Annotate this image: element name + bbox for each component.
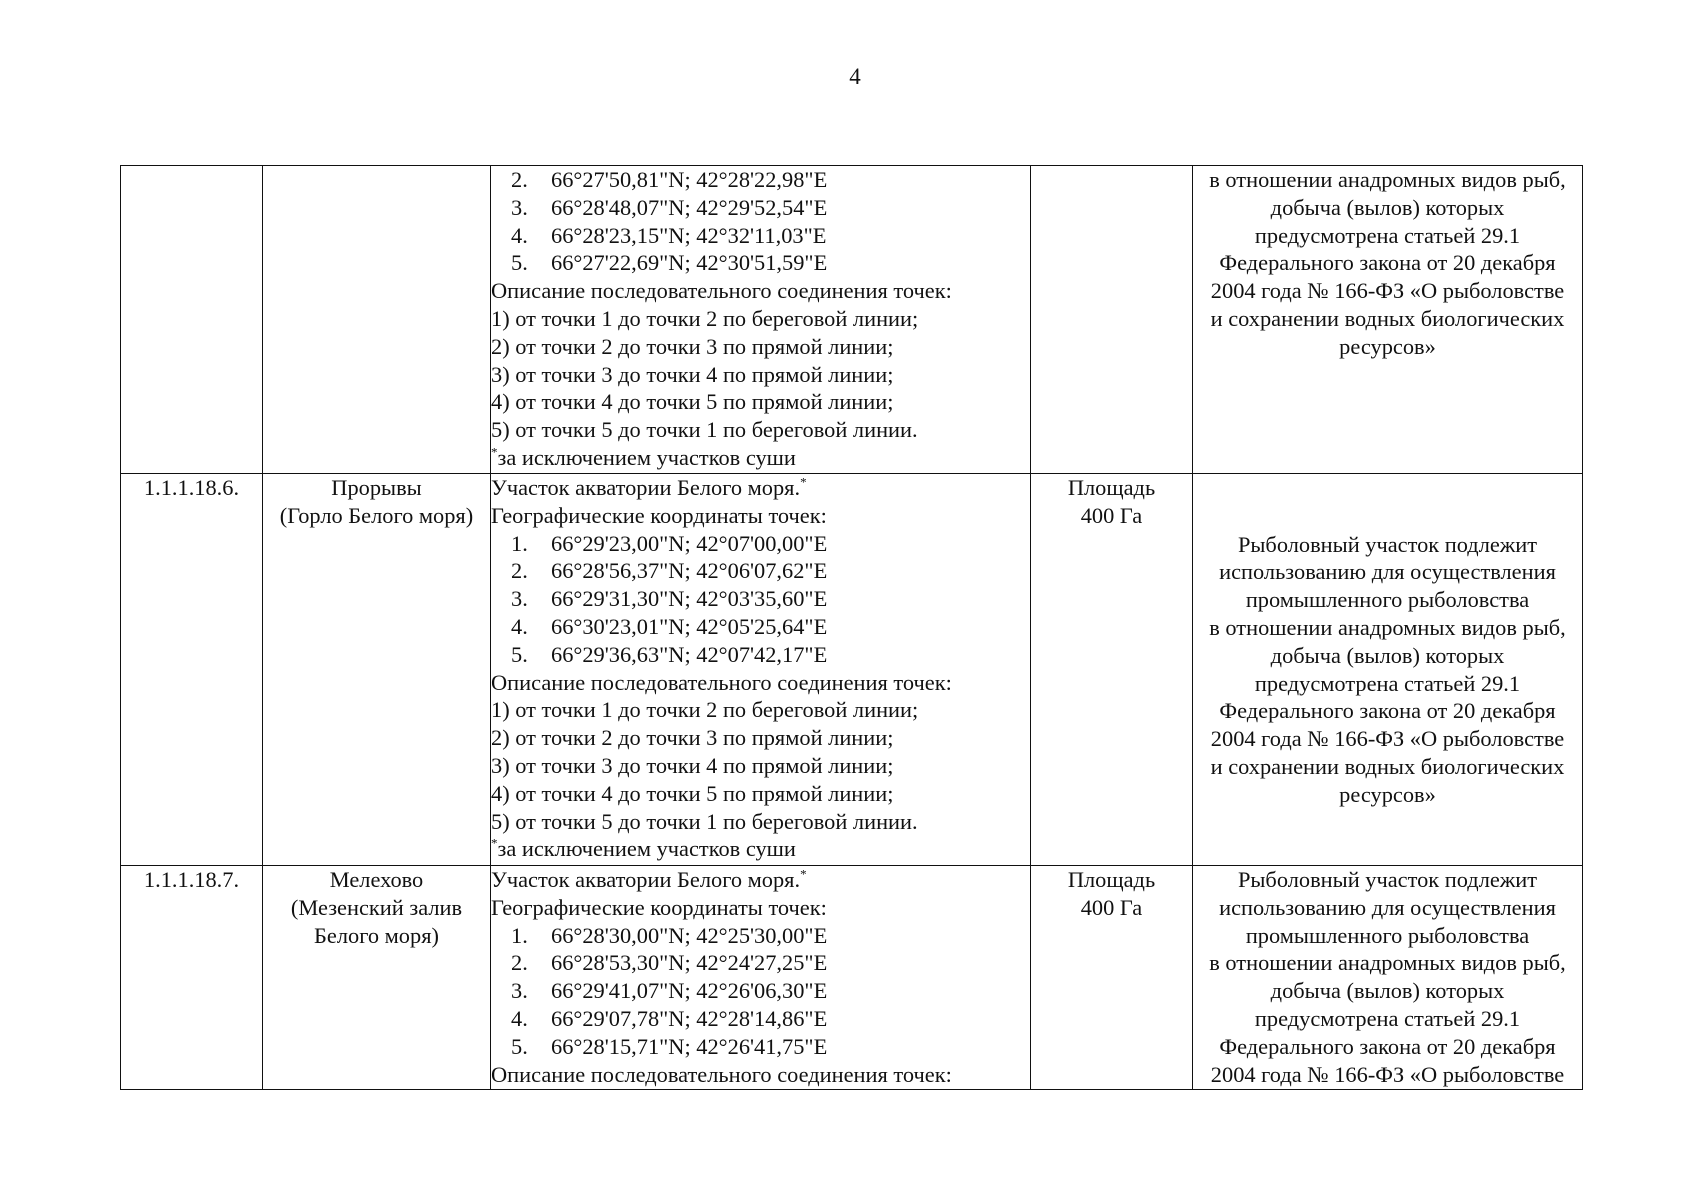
purpose-line: в отношении анадромных видов рыб, xyxy=(1209,167,1566,192)
connection-line: 5) от точки 5 до точки 1 по береговой линии. xyxy=(491,417,918,443)
coordinate-point: 5. 66°29'36,63"N; 42°07'42,17"E xyxy=(511,641,828,667)
coordinate-point: 5. 66°28'15,71"N; 42°26'41,75"E xyxy=(511,1033,828,1059)
purpose-line: промышленного рыболовства xyxy=(1245,587,1530,613)
purpose-line: ресурсов» xyxy=(1339,781,1436,807)
purpose-line: Федерального закона от 20 декабря xyxy=(1219,1033,1556,1059)
connection-title: Описание последовательного соединения точек: xyxy=(491,278,952,304)
coordinate-point: 1. 66°28'30,00"N; 42°25'30,00"E xyxy=(511,922,828,948)
purpose-line: использованию для осуществления xyxy=(1219,559,1556,585)
connection-line: 4) от точки 4 до точки 5 по прямой линии; xyxy=(491,780,894,806)
site-name-cell xyxy=(263,474,491,866)
site-name-line: Белого моря) xyxy=(314,922,439,948)
site-description-cell xyxy=(491,474,1031,866)
site-name-line: Прорывы xyxy=(331,475,422,500)
site-purpose-cell xyxy=(1193,166,1583,474)
site-number-cell: 1.1.1.18.6. xyxy=(121,474,263,866)
purpose-line: предусмотрена статьей 29.1 xyxy=(1254,1005,1521,1031)
coordinate-point: 1. 66°29'23,00"N; 42°07'00,00"E xyxy=(511,530,828,556)
site-name-cell xyxy=(263,866,491,1090)
table-row xyxy=(121,166,1583,474)
table-row xyxy=(121,474,1583,866)
page-number: 4 xyxy=(849,64,861,89)
connection-line: 3) от точки 3 до точки 4 по прямой линии; xyxy=(491,361,894,387)
area-value: 400 Га xyxy=(1080,502,1143,528)
purpose-line: добыча (вылов) которых xyxy=(1270,194,1505,220)
coords-title: Географические координаты точек: xyxy=(491,502,827,528)
purpose-line: ресурсов» xyxy=(1339,333,1436,359)
purpose-line: предусмотрена статьей 29.1 xyxy=(1254,222,1521,248)
purpose-line: Рыболовный участок подлежит xyxy=(1237,867,1538,892)
area-label: Площадь xyxy=(1067,475,1156,500)
purpose-line: добыча (вылов) которых xyxy=(1270,642,1505,668)
site-number-cell xyxy=(121,166,263,474)
coordinate-point: 3. 66°29'31,30"N; 42°03'35,60"E xyxy=(511,586,828,612)
site-name-line: (Горло Белого моря) xyxy=(279,502,474,528)
coordinate-point: 3. 66°29'41,07"N; 42°26'06,30"E xyxy=(511,978,828,1004)
site-description-cell xyxy=(491,866,1031,1090)
coordinate-point: 2. 66°27'50,81"N; 42°28'22,98"E xyxy=(511,167,828,192)
connection-line: 2) от точки 2 до точки 3 по прямой линии; xyxy=(491,333,894,359)
purpose-line: предусмотрена статьей 29.1 xyxy=(1254,670,1521,696)
coordinate-point: 2. 66°28'53,30"N; 42°24'27,25"E xyxy=(511,950,828,976)
site-purpose-cell xyxy=(1193,866,1583,1090)
area-title: Участок акватории Белого моря.* xyxy=(491,474,807,500)
coordinate-point: 4. 66°30'23,01"N; 42°05'25,64"E xyxy=(511,613,828,639)
site-area-cell xyxy=(1031,866,1193,1090)
connection-line: 5) от точки 5 до точки 1 по береговой линии. xyxy=(491,808,918,834)
site-area-cell xyxy=(1031,474,1193,866)
purpose-line: в отношении анадромных видов рыб, xyxy=(1209,950,1566,976)
coordinate-point: 3. 66°28'48,07"N; 42°29'52,54"E xyxy=(511,194,828,220)
purpose-line: Федерального закона от 20 декабря xyxy=(1219,250,1556,276)
connection-line: 3) от точки 3 до точки 4 по прямой линии; xyxy=(491,752,894,778)
coordinate-point: 2. 66°28'56,37"N; 42°06'07,62"E xyxy=(511,558,828,584)
coords-title: Географические координаты точек: xyxy=(491,894,827,920)
site-description-cell xyxy=(491,166,1031,474)
connection-line: 1) от точки 1 до точки 2 по береговой линии; xyxy=(491,697,919,723)
purpose-line: Рыболовный участок подлежит xyxy=(1237,531,1538,557)
purpose-line: в отношении анадромных видов рыб, xyxy=(1209,614,1566,640)
footnote: *за исключением участков суши xyxy=(491,835,796,862)
connection-line: 2) от точки 2 до точки 3 по прямой линии; xyxy=(491,725,894,751)
purpose-line: использованию для осуществления xyxy=(1219,894,1556,920)
area-title: Участок акватории Белого моря.* xyxy=(491,866,807,892)
connection-line: 4) от точки 4 до точки 5 по прямой линии; xyxy=(491,389,894,415)
coordinate-point: 4. 66°28'23,15"N; 42°32'11,03"E xyxy=(511,222,827,248)
site-area-cell xyxy=(1031,166,1193,474)
purpose-line: промышленного рыболовства xyxy=(1245,922,1530,948)
coordinate-point: 4. 66°29'07,78"N; 42°28'14,86"E xyxy=(511,1005,828,1031)
connection-title: Описание последовательного соединения точек: xyxy=(491,1061,952,1087)
purpose-line: 2004 года № 166-ФЗ «О рыболовстве xyxy=(1210,278,1565,304)
purpose-line: и сохранении водных биологических xyxy=(1210,305,1565,331)
connection-line: 1) от точки 1 до точки 2 по береговой линии; xyxy=(491,305,919,331)
site-name-line: Мелехово xyxy=(329,867,424,892)
area-value: 400 Га xyxy=(1080,894,1143,920)
purpose-line: 2004 года № 166-ФЗ «О рыболовстве xyxy=(1210,726,1565,752)
purpose-line: добыча (вылов) которых xyxy=(1270,978,1505,1004)
site-number-cell: 1.1.1.18.7. xyxy=(121,866,263,1090)
area-label: Площадь xyxy=(1067,867,1156,892)
purpose-line: 2004 года № 166-ФЗ «О рыболовстве xyxy=(1210,1061,1565,1087)
site-name-line: (Мезенский залив xyxy=(290,894,463,920)
table-row xyxy=(121,866,1583,1090)
fishing-sites-table xyxy=(120,165,1583,1090)
connection-title: Описание последовательного соединения точек: xyxy=(491,669,952,695)
purpose-line: и сохранении водных биологических xyxy=(1210,753,1565,779)
coordinate-point: 5. 66°27'22,69"N; 42°30'51,59"E xyxy=(511,250,828,276)
site-name-cell xyxy=(263,166,491,474)
purpose-line: Федерального закона от 20 декабря xyxy=(1219,698,1556,724)
site-purpose-cell xyxy=(1193,474,1583,866)
footnote: *за исключением участков суши xyxy=(491,444,796,470)
